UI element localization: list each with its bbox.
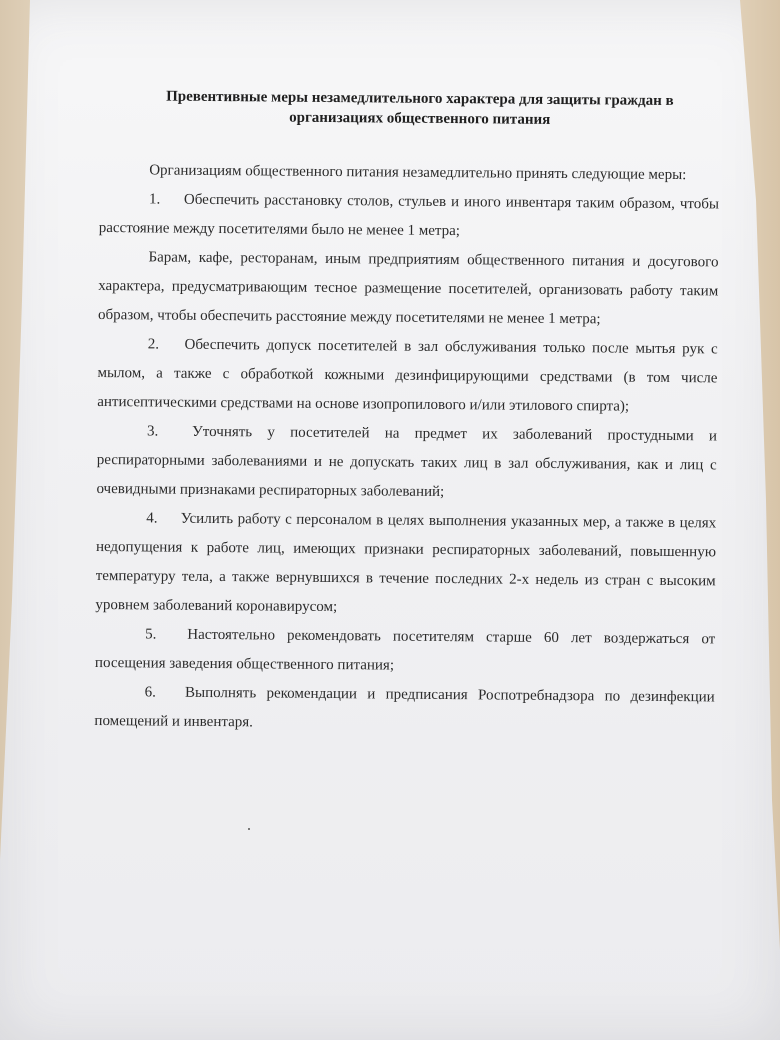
intro-paragraph: Организациям общественного питания незамедлительно принять следующие меры: [149, 162, 687, 184]
list-item [95, 504, 716, 625]
item-number: 1. [148, 191, 161, 208]
item-text: Выполнять рекомендации и предписания Роспотребнадзора по дезинфекции помещений и инвентаря. [94, 684, 715, 731]
list-item [98, 243, 719, 335]
list-item [99, 185, 719, 248]
list-item [94, 678, 714, 741]
item-text: Усилить работу с персоналом в целях выполнения указанных мер, а также в целях недопущения к работе лиц, имеющих признаки респираторных заболеваний, повышенную температуру тела, а также вернувшихся в течение последних 2-х недель из стран с высоким уровнем заболеваний коронавирусом; [95, 510, 717, 616]
item-number: 5. [145, 626, 157, 643]
measures-list [94, 185, 719, 741]
list-item [96, 417, 717, 509]
ink-speck [248, 828, 250, 830]
item-text: Барам, кафе, ресторанам, иным предприятиям общественного питания и досугового характера, предусматривающим тесное размещение посетителей, организовать работу таким образом, чтобы обеспечить расстояние между посетителями не менее 1 метра; [97, 249, 719, 328]
item-number: 6. [144, 684, 157, 701]
item-text: Уточнять у посетителей на предмет их заболеваний простудными и респираторными заболеваниями и не допускать таких лиц в зал обслуживания, как и лиц с очевидными признаками респираторных заболеваний; [96, 423, 718, 501]
item-number: 2. [147, 336, 160, 353]
list-item [95, 620, 715, 683]
item-number: 4. [146, 510, 158, 527]
item-text: Обеспечить расстановку столов, стульев и иного инвентаря таким образом, чтобы расстояние между посетителями было не менее 1 метра; [98, 191, 720, 240]
document-body [94, 86, 720, 741]
item-number: 3. [146, 423, 159, 440]
list-item [97, 330, 718, 422]
document-title: Превентивные меры незамедлительного характера для защиты граждан в организациях общественного питания [166, 88, 674, 128]
item-text: Настоятельно рекомендовать посетителям старше 60 лет воздержаться от посещения заведения общественного питания; [94, 626, 716, 674]
item-text: Обеспечить допуск посетителей в зал обслуживания только после мытья рук с мылом, а также с обработкой кожными дезинфицирующими средствами (в том числе антисептическими средствами на основе изопропилового и/или этилового спирта); [97, 336, 718, 415]
